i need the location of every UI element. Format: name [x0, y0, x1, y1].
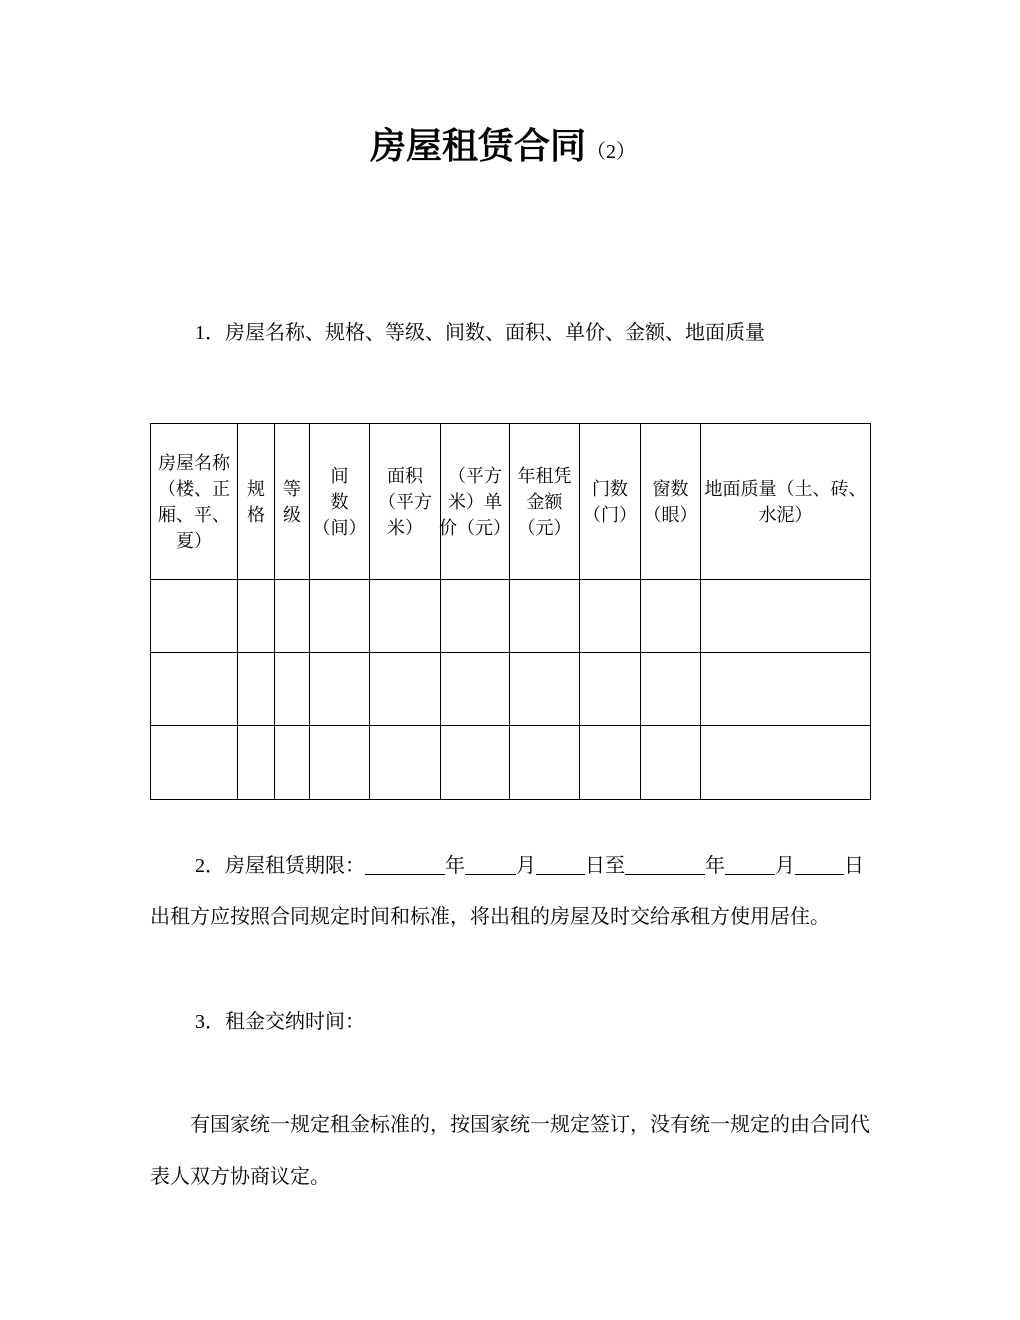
header-cell-room-count — [310, 424, 370, 580]
header-cell-house-name — [151, 424, 238, 580]
clause-2-lease-term — [150, 840, 874, 892]
table-cell — [701, 726, 871, 800]
header-line: 年租凭 — [517, 465, 572, 486]
clause-3-body-line: 表人双方协商议定。 — [150, 1166, 330, 1188]
unit-month: 月 — [516, 855, 536, 877]
blank-start-month — [465, 874, 516, 875]
table-cell — [370, 653, 441, 726]
blank-end-day — [795, 874, 844, 875]
title-main: 房屋租赁合同 — [369, 126, 586, 167]
blank-end-year — [625, 874, 705, 875]
header-line: 米） — [387, 517, 423, 538]
table-cell — [510, 653, 580, 726]
table-cell — [641, 653, 701, 726]
header-line: 数 — [330, 491, 349, 512]
header-cell-window-count — [641, 424, 701, 580]
header-line: 房屋名称 — [158, 452, 230, 473]
title-suffix: （2） — [586, 141, 636, 163]
table-cell — [580, 726, 641, 800]
table-cell — [701, 653, 871, 726]
table-cell — [641, 580, 701, 653]
header-cell-door-count — [580, 424, 641, 580]
header-cell-annual-rent — [510, 424, 580, 580]
unit-year: 年 — [705, 855, 725, 877]
header-cell-grade — [275, 424, 310, 580]
table-cell — [510, 580, 580, 653]
table-cell — [275, 726, 310, 800]
house-details-table — [150, 423, 871, 800]
table-row — [151, 653, 871, 726]
table-row — [151, 726, 871, 800]
table-cell — [441, 580, 510, 653]
table-cell — [441, 653, 510, 726]
table-cell — [310, 580, 370, 653]
table-cell — [151, 653, 238, 726]
header-line: （楼、正 — [158, 478, 230, 499]
table-cell — [370, 726, 441, 800]
table-cell — [510, 726, 580, 800]
table-cell — [580, 653, 641, 726]
unit-day: 日 — [844, 855, 864, 877]
table-row — [151, 580, 871, 653]
table-header-row — [151, 424, 871, 580]
header-line: 金额 — [526, 491, 563, 512]
table-cell — [441, 726, 510, 800]
header-line: 价（元） — [439, 517, 511, 538]
table-cell — [310, 653, 370, 726]
header-line: 级 — [283, 504, 301, 525]
header-line: 面积 — [387, 465, 423, 486]
header-line: （间） — [312, 517, 367, 538]
header-line: 米）单 — [448, 491, 502, 512]
table-cell — [275, 653, 310, 726]
table-cell — [238, 580, 275, 653]
header-cell-floor-quality — [701, 424, 871, 580]
table-cell — [238, 653, 275, 726]
clause-2-label: 2．房屋租赁期限： — [195, 855, 365, 877]
clause-2-continuation: 出租方应按照合同规定时间和标准，将出租的房屋及时交给承租方使用居住。 — [150, 906, 830, 928]
table-cell — [151, 580, 238, 653]
clause-1-heading: 1．房屋名称、规格、等级、间数、面积、单价、金额、地面质量 — [195, 322, 765, 344]
header-cell-spec — [238, 424, 275, 580]
clause-3-heading: 3．租金交纳时间： — [195, 1011, 365, 1033]
document-title — [0, 123, 1006, 178]
header-line: （元） — [517, 517, 572, 538]
blank-end-month — [725, 874, 775, 875]
table-cell — [310, 726, 370, 800]
blank-start-day — [536, 874, 585, 875]
header-line: 地面质量（土、砖、 — [704, 478, 867, 499]
header-line: 厢、平、 — [158, 504, 230, 525]
table-cell — [275, 580, 310, 653]
header-line: （门） — [583, 504, 637, 525]
header-line: 间 — [330, 465, 349, 486]
clause-3-body-line: 有国家统一规定租金标准的，按国家统一规定签订，没有统一规定的由合同代 — [190, 1114, 870, 1136]
table-cell — [701, 580, 871, 653]
header-line: 窗数 — [652, 478, 689, 499]
unit-year: 年 — [445, 855, 465, 877]
unit-day-to: 日至 — [585, 855, 625, 877]
header-line: 水泥） — [758, 504, 813, 525]
unit-month: 月 — [775, 855, 795, 877]
table-cell — [641, 726, 701, 800]
header-cell-area — [370, 424, 441, 580]
header-line: 等 — [283, 478, 301, 499]
header-line: 夏） — [176, 530, 212, 551]
header-line: 规 — [247, 478, 265, 499]
header-line: 格 — [247, 504, 265, 525]
header-line: （平方 — [378, 491, 432, 512]
house-details-table-wrapper — [150, 423, 871, 800]
header-line: 门数 — [592, 478, 628, 499]
header-line: （眼） — [643, 504, 698, 525]
blank-start-year — [365, 874, 445, 875]
table-cell — [238, 726, 275, 800]
table-cell — [580, 580, 641, 653]
table-cell — [151, 726, 238, 800]
table-cell — [370, 580, 441, 653]
header-cell-unit-price — [441, 424, 510, 580]
header-line: （平方 — [448, 465, 502, 486]
